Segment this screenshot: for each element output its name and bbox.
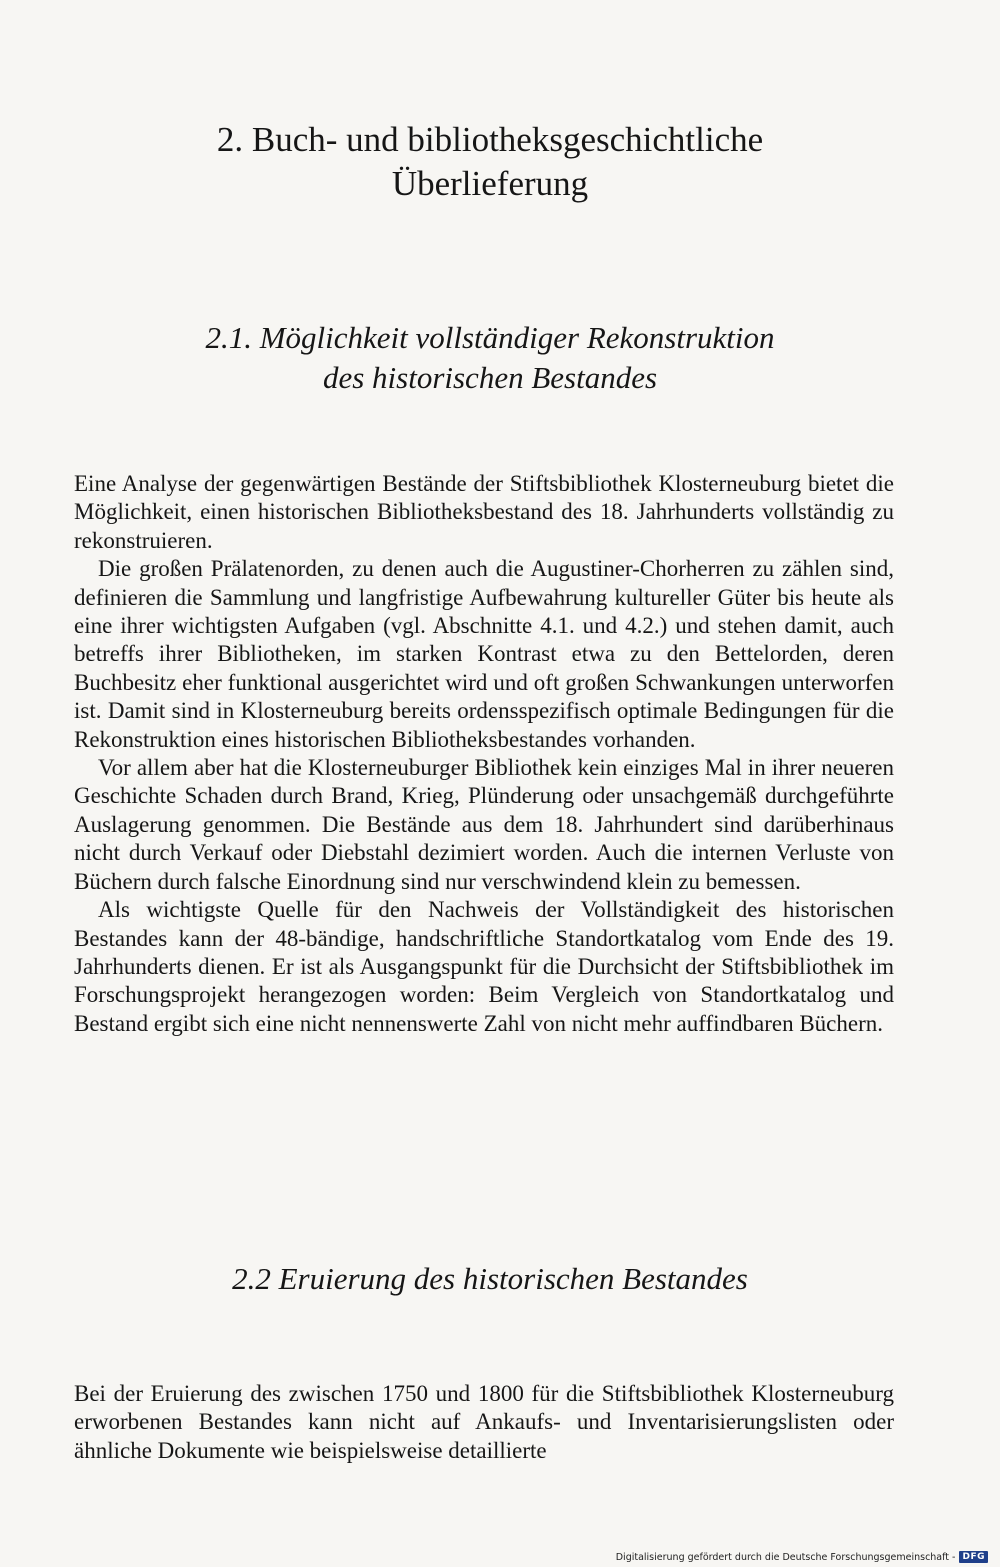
digitization-footer: [616, 1551, 988, 1563]
section-title-2-2: 2.2 Eruierung des historischen Bestandes: [232, 1261, 748, 1296]
paragraph: Als wichtigste Quelle für den Nachweis der Vollständigkeit des historischen Bestandes kann der 48-bändige, handschriftliche Standortkatalog vom Ende des 19. Jahrhunderts dienen. Er ist als Ausgangspunkt für die Durchsicht der Stiftsbibliothek im Forschungsprojekt herangezogen worden: Beim Vergleich von Standortkatalog und Bestand ergibt sich eine nicht nennenswerte Zahl von nicht mehr auffindbaren Büchern.: [74, 897, 894, 1036]
footer-text: Digitalisierung gefördert durch die Deutsche Forschungsgemeinschaft -: [615, 1551, 956, 1563]
paragraph: Vor allem aber hat die Klosterneuburger Bibliothek kein einziges Mal in ihrer neueren Geschichte Schaden durch Brand, Krieg, Plünderung oder unsachgemäß durchgeführte Auslagerung genommen. Die Bestände aus dem 18. Jahrhundert sind darüberhinaus nicht durch Verkauf oder Diebstahl dezimiert worden. Auch die internen Verluste von Büchern durch falsche Einordnung sind nur verschwindend klein zu bemessen.: [74, 755, 894, 894]
paragraph: Bei der Eruierung des zwischen 1750 und 1800 für die Stiftsbibliothek Klosterneuburg erworbenen Bestandes kann nicht auf Ankaufs- und Inventarisierungslisten oder ähnliche Dokumente wie beispielsweise detaillierte: [74, 1381, 894, 1463]
section-2-1-body: [74, 470, 894, 1038]
paragraph: Die großen Prälatenorden, zu denen auch die Augustiner-Chorherren zu zählen sind, definieren die Sammlung und langfristige Aufbewahrung kultureller Güter bis heute als eine ihrer wichtigsten Aufgaben (vgl. Abschnitte 4.1. und 4.2.) und stehen damit, auch betreffs ihrer Bibliotheken, im starken Kontrast etwa zu den Bettelorden, deren Buchbesitz eher funktional ausgerichtet wird und oft großen Schwankungen unterworfen ist. Damit sind in Klosterneuburg bereits ordensspezifisch optimale Bedingungen für die Rekonstruktion eines historischen Bibliotheksbestandes vorhanden.: [74, 556, 894, 752]
chapter-title-line-1: 2. Buch- und bibliotheksgeschichtliche: [216, 120, 764, 159]
section-title-2-1: [90, 318, 890, 398]
paragraph: Eine Analyse der gegenwärtigen Bestände der Stiftsbibliothek Klosterneuburg bietet die Möglichkeit, einen historischen Bibliotheksbestand des 18. Jahrhunderts vollständig zu rekonstruieren.: [74, 471, 894, 553]
section-title-2-1-line-2: des historischen Bestandes: [322, 360, 658, 395]
dfg-logo-icon: DFG: [959, 1551, 988, 1563]
section-title-2-1-line-1: 2.1. Möglichkeit vollständiger Rekonstruktion: [205, 320, 775, 355]
chapter-title-line-2: Überlieferung: [391, 164, 589, 203]
chapter-title: [120, 118, 860, 206]
section-2-2-body: [74, 1380, 894, 1465]
